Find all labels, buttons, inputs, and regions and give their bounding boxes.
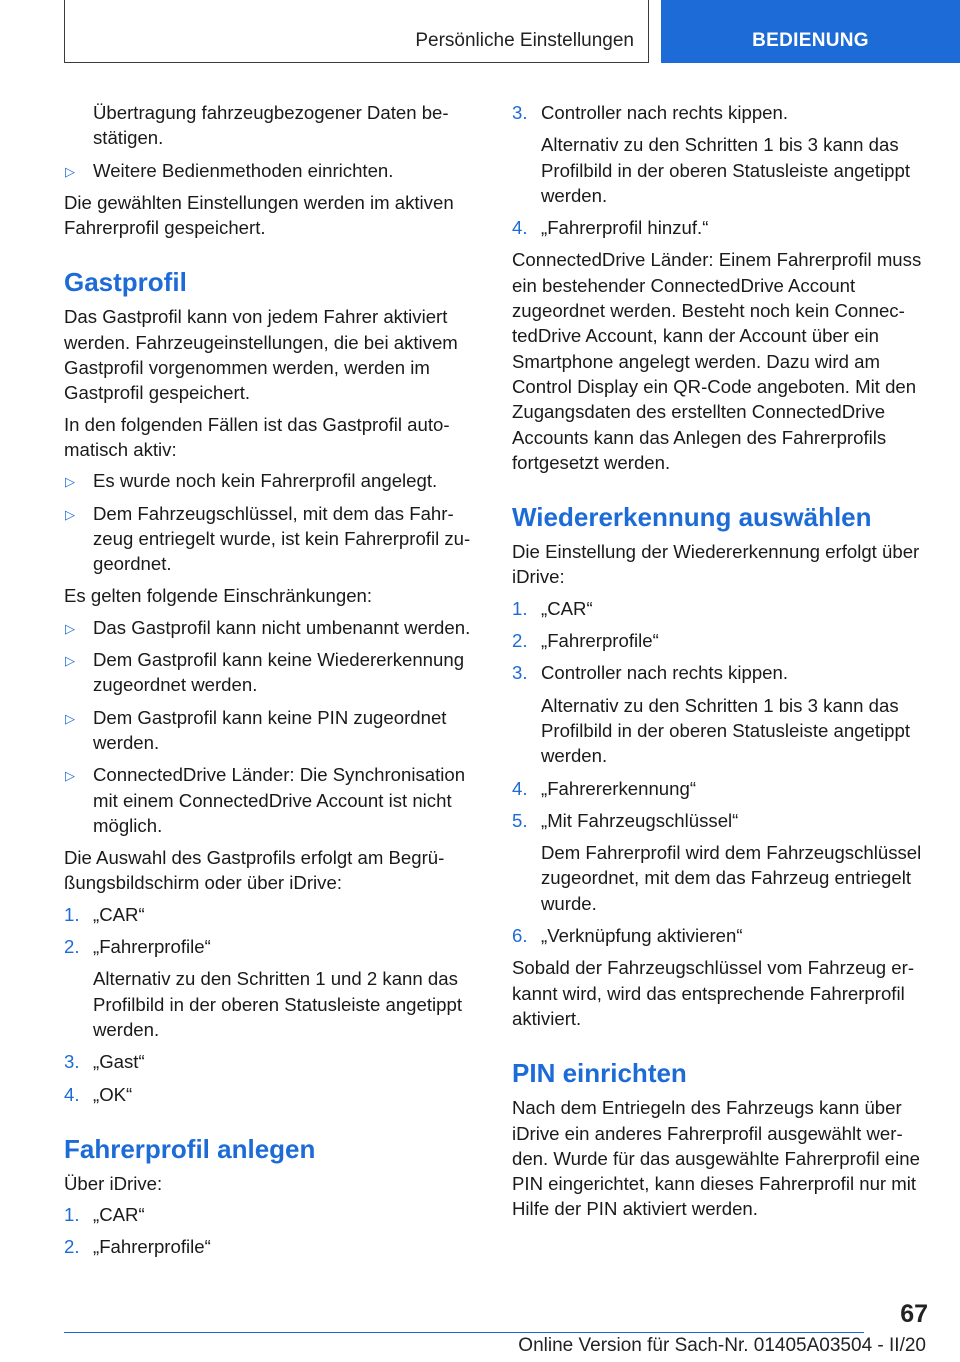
bullet-item: ▷ Dem Fahrzeugschlüssel, mit dem das Fahrzeug entriegelt wurde, ist kein Fahrerprofil zugeordnet. [65,502,471,575]
numbered-step: 4. „Fahrererkennung“ [512,776,932,801]
heading-pin-einrichten: PIN einrichten [512,1058,687,1089]
numbered-step: 2. „Fahrerprofile“ [512,628,932,653]
step-number: 6. [512,925,528,947]
paragraph: Die gewählten Einstellungen werden im aktiven Fahrerprofil gespeichert. [64,191,454,239]
step-number: 3. [64,1051,80,1073]
bullet-item: ▷ Es wurde noch kein Fahrerprofil angelegt. [64,468,479,493]
step-number: 1. [512,597,528,619]
numbered-step: 3. Controller nach rechts kippen. [512,660,932,685]
step-note: Dem Fahrerprofil wird dem Fahrzeugschlüssel zugeordnet, mit dem das Fahrzeug entriegelt wurde. [541,842,922,914]
header-section-title: Persönliche Einstellungen [415,30,634,51]
numbered-step: 1. „CAR“ [64,902,479,927]
paragraph: Die Einstellung der Wiedererkennung erfolgt über iDrive: [512,541,920,588]
numbered-step: 5. „Mit Fahrzeugschlüssel“ [512,808,932,833]
step-number: 2. [512,630,528,652]
numbered-step: 4. „Fahrerprofil hinzuf.“ [512,215,932,240]
header-chapter-tab [661,0,960,63]
heading-wiedererkennung: Wiedererkennung auswählen [512,502,872,533]
header-section-tab [64,0,649,63]
paragraph: Das Gastprofil kann von jedem Fahrer aktiviert werden. Fahrzeugeinstellungen, die bei aktivem Gastprofil vorgenommen werden, werden im Gastprofil gespeichert. [64,306,458,404]
heading-fahrerprofil-anlegen: Fahrerprofil anlegen [64,1133,316,1164]
triangle-bullet-icon: ▷ [65,474,75,490]
bullet-item: ▷ Weitere Bedienmethoden einrichten. [64,158,479,183]
footer-version: Online Version für Sach-Nr. 01405A03504 - II/20 [518,1335,926,1356]
paragraph: ConnectedDrive Länder: Einem Fahrerprofil muss ein bestehender ConnectedDrive Account zugeordnet werden. Besteht noch kein ConnectedDrive Account, kann der Account über ein Smartphone angelegt werden. Dazu wird am Control Display ein QR-Code angeboten. Mit den Zugangsdaten des erstellten ConnectedDrive Accounts kann das Anlegen des Fahrerprofils fortgesetzt werden. [512,249,922,473]
footer-divider [64,1332,864,1333]
left-column [64,100,479,1267]
step-number: 4. [512,777,528,799]
paragraph: Über iDrive: [64,1172,163,1194]
triangle-bullet-icon: ▷ [65,506,75,522]
step-note: Alternativ zu den Schritten 1 und 2 kann das Profilbild in der oberen Statusleiste angetippt werden. [93,968,463,1040]
numbered-step: 3. „Gast“ [64,1049,479,1074]
numbered-step: 2. „Fahrerprofile“ [64,934,479,959]
triangle-bullet-icon: ▷ [65,620,75,636]
bullet-item: ▷ ConnectedDrive Länder: Die Synchronisation mit einem ConnectedDrive Account ist nicht möglich. [65,764,466,836]
step-number: 4. [64,1083,80,1105]
bullet-item: ▷ Das Gastprofil kann nicht umbenannt werden. [64,615,479,640]
paragraph: Es gelten folgende Einschränkungen: [64,585,373,607]
step-number: 4. [512,217,528,239]
step-number: 3. [512,662,528,684]
paragraph: In den folgenden Fällen ist das Gastprofil automatisch aktiv: [64,413,450,460]
header-chapter-title: BEDIENUNG [752,30,869,51]
numbered-step: 1. „CAR“ [64,1202,479,1227]
step-number: 5. [512,809,528,831]
step-note: Alternativ zu den Schritten 1 bis 3 kann das Profilbild in der oberen Statusleiste angetippt werden. [541,694,911,767]
paragraph: Nach dem Entriegeln des Fahrzeugs kann über iDrive ein anderes Fahrerprofil ausgewählt werden. Wurde für das ausgewählte Fahrerprofil eine PIN eingerichtet, kann dieses Fahrerprofil nur mit Hilfe der PIN aktiviert werden. [512,1097,920,1220]
triangle-bullet-icon: ▷ [65,653,75,669]
paragraph: Die Auswahl des Gastprofils erfolgt am Begrüßungsbildschirm oder über iDrive: [64,847,445,894]
bullet-item: ▷ Dem Gastprofil kann keine PIN zugeordnet werden. [65,706,447,753]
right-column [512,100,932,1228]
numbered-step: 1. „CAR“ [512,596,932,621]
paragraph: Sobald der Fahrzeugschlüssel vom Fahrzeug erkannt wird, wird das entsprechende Fahrerprofil aktiviert. [512,957,915,1029]
bullet-item: ▷ Dem Gastprofil kann keine Wiedererkennung zugeordnet werden. [65,649,465,696]
heading-gastprofil: Gastprofil [64,267,187,298]
numbered-step: 3. Controller nach rechts kippen. [512,100,932,125]
triangle-bullet-icon: ▷ [65,768,75,784]
triangle-bullet-icon: ▷ [65,163,75,179]
step-number: 1. [64,1204,80,1226]
step-number: 1. [64,903,80,925]
step-number: 3. [512,102,528,123]
numbered-step: 6. „Verknüpfung aktivieren“ [512,923,932,948]
numbered-step: 2. „Fahrerprofile“ [64,1234,479,1259]
page-number: 67 [900,1300,928,1328]
step-number: 2. [64,1236,80,1258]
numbered-step: 4. „OK“ [64,1082,479,1107]
continued-list-text: Übertragung fahrzeugbezogener Daten bestätigen. [93,102,449,149]
step-note: Alternativ zu den Schritten 1 bis 3 kann das Profilbild in der oberen Statusleiste angetippt werden. [541,134,911,206]
step-number: 2. [64,936,80,958]
triangle-bullet-icon: ▷ [65,710,75,726]
